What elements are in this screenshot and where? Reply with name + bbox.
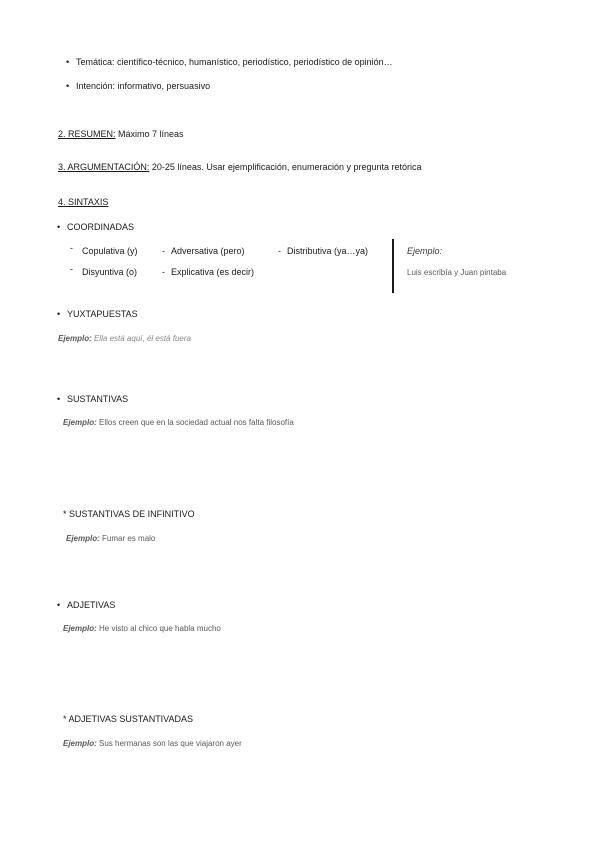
tematica-text: científico-técnico, humanístico, periodístico, periodístico de opinión… <box>114 57 393 67</box>
adjetivas-sustantivadas-example <box>63 739 242 749</box>
tematica-label: Temática: <box>76 57 115 67</box>
argumentacion-heading: 3. ARGUMENTACIÓN: <box>58 162 150 172</box>
divider <box>392 239 394 293</box>
adjetivas-example-text: He visto al chico que habla mucho <box>99 624 221 633</box>
intencion-text: informativo, persuasivo <box>115 81 211 91</box>
resumen-heading: 2. RESUMEN: <box>58 129 116 139</box>
sustantivas-title: • SUSTANTIVAS <box>67 394 128 405</box>
adjetivas-sustantivadas-example-text: Sus hermanas son las que viajaron ayer <box>99 739 242 748</box>
coordinadas-example-text: Luis escribía y Juan pintaba <box>407 268 507 277</box>
sustantivas-example-text: Ellos creen que en la sociedad actual nos falta filosofía <box>99 418 294 427</box>
coord-item-explicativa: Explicativa (es decir) <box>171 267 255 277</box>
sustantivas-example-label: Ejemplo: <box>63 418 97 427</box>
sintaxis-heading: 4. SINTAXIS <box>58 197 109 207</box>
dash-icon: - <box>162 246 165 256</box>
yuxtapuestas-example-label: Ejemplo: <box>58 334 92 343</box>
coord-item-copulativa: Copulativa (y) <box>82 246 138 256</box>
adjetivas-example-label: Ejemplo: <box>63 624 97 633</box>
sustantivas-infinitivo-title: * SUSTANTIVAS DE INFINITIVO <box>63 509 195 519</box>
coord-item-adversativa: Adversativa (pero) <box>171 246 245 256</box>
dash-icon: - <box>70 264 73 274</box>
adjetivas-example <box>63 624 221 634</box>
dash-icon: - <box>278 246 281 256</box>
coordinadas-example-label: Ejemplo: <box>407 246 443 256</box>
sustantivas-infinitivo-example-label: Ejemplo: <box>66 534 100 543</box>
yuxtapuestas-example-text: Ella está aquí, él está fuera <box>94 334 191 343</box>
sustantivas-example <box>63 418 294 428</box>
resumen-line <box>58 129 184 140</box>
adjetivas-sustantivadas-title: * ADJETIVAS SUSTANTIVADAS <box>63 714 194 724</box>
yuxtapuestas-title: • YUXTAPUESTAS <box>67 309 138 320</box>
dash-icon: - <box>162 267 165 277</box>
coord-item-disyuntiva: Disyuntiva (o) <box>82 267 138 277</box>
adjetivas-title: • ADJETIVAS <box>67 600 115 611</box>
intencion-label: Intención: <box>76 81 116 91</box>
argumentacion-text: 20-25 líneas. Usar ejemplificación, enumeración y pregunta retórica <box>149 162 422 172</box>
list-item-intencion <box>76 81 210 92</box>
yuxtapuestas-example <box>58 334 191 344</box>
argumentacion-line <box>58 162 422 173</box>
coord-item-distributiva: Distributiva (ya…ya) <box>287 246 369 256</box>
list-item-tematica <box>76 57 393 68</box>
dash-icon: - <box>70 243 73 253</box>
resumen-text: Máximo 7 líneas <box>115 129 184 139</box>
adjetivas-sustantivadas-example-label: Ejemplo: <box>63 739 97 748</box>
sustantivas-infinitivo-example <box>66 534 155 544</box>
coordinadas-title: • COORDINADAS <box>67 222 134 233</box>
sustantivas-infinitivo-example-text: Fumar es malo <box>102 534 156 543</box>
